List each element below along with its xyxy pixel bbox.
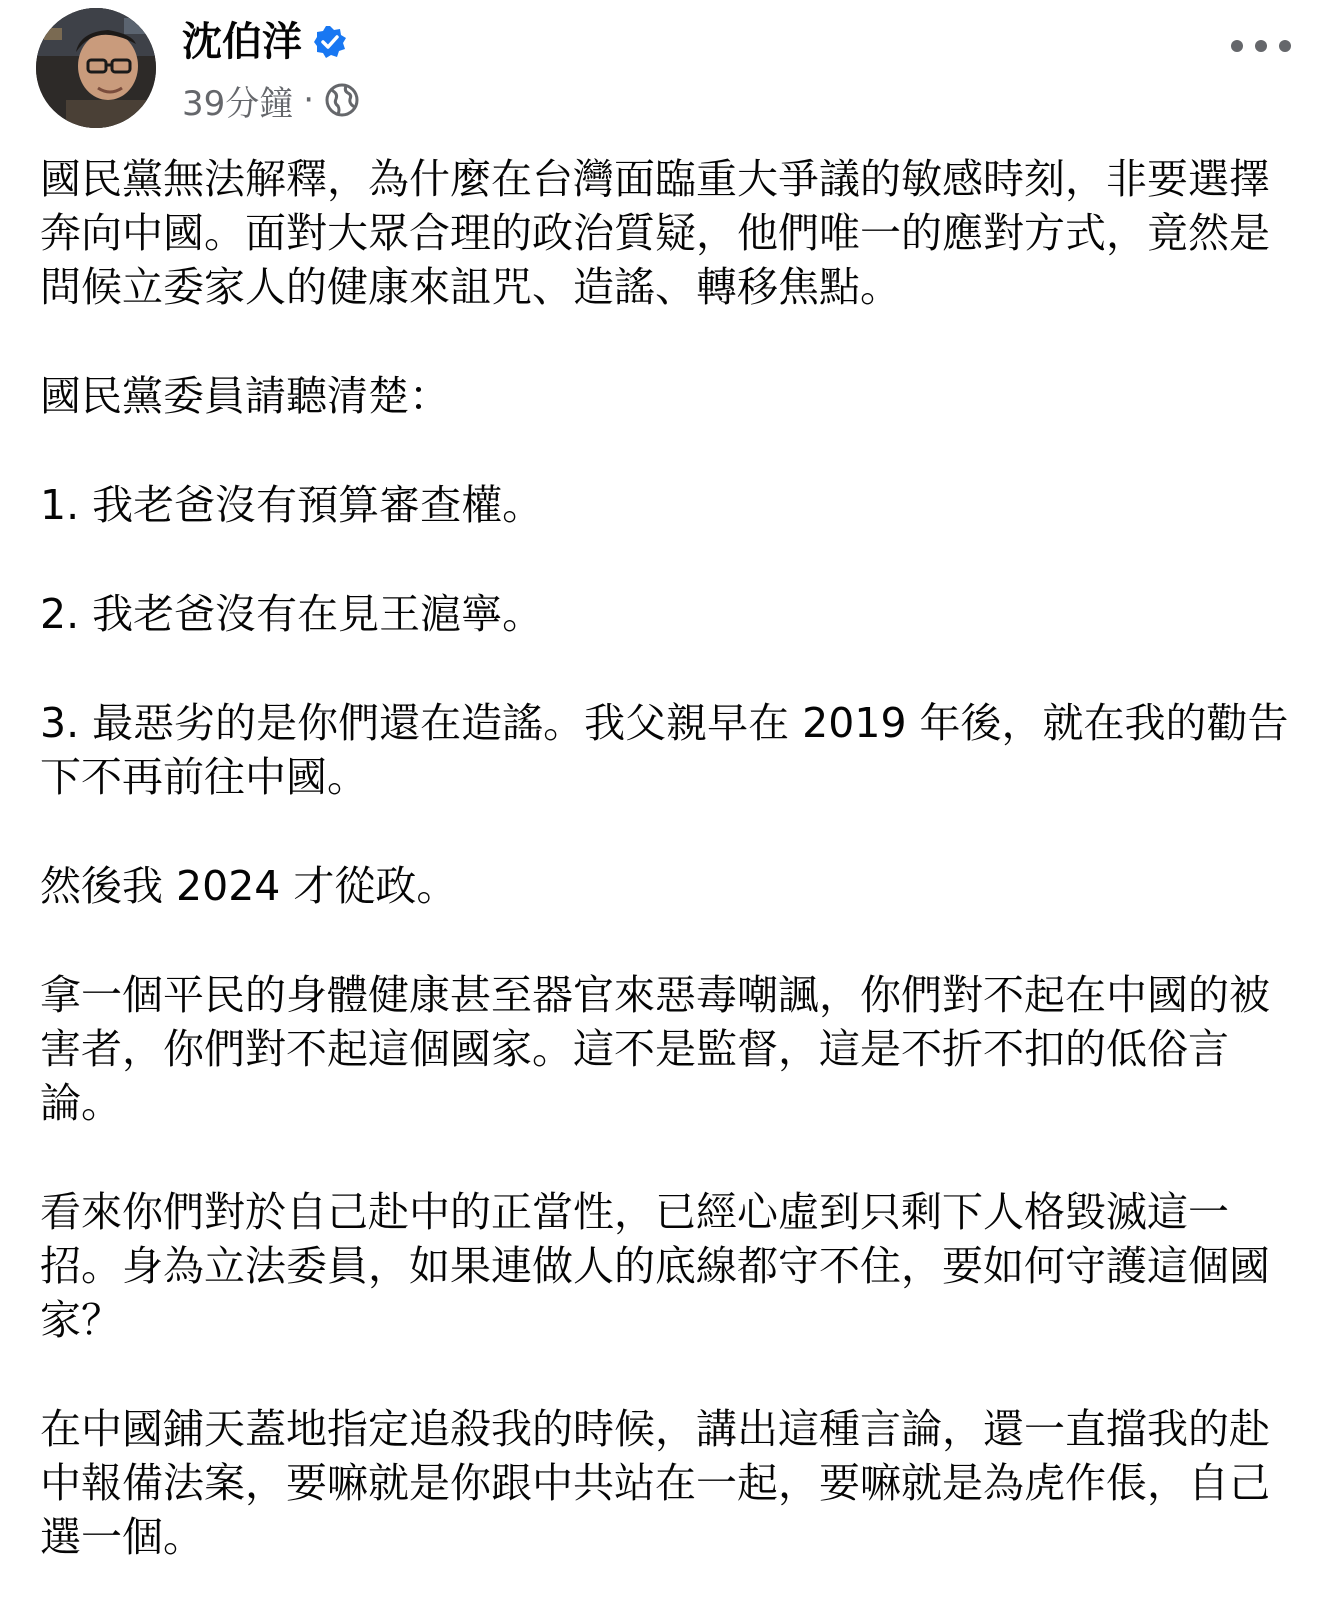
author-row <box>182 18 348 66</box>
post-paragraph: 然後我 2024 才從政。 <box>40 862 458 910</box>
more-options-button[interactable] <box>1226 24 1296 68</box>
post-header <box>36 8 1296 132</box>
post-paragraph: 3. 最惡劣的是你們還在造謠。我父親早在 2019 年後，就在我的勸告下不再前往中國。 <box>40 699 1289 801</box>
post-meta <box>182 78 360 122</box>
avatar[interactable] <box>36 8 156 128</box>
post-paragraph: 國民黨無法解釋，為什麼在台灣面臨重大爭議的敏感時刻，非要選擇奔向中國。面對大眾合理的政治質疑，他們唯一的應對方式，竟然是問候立委家人的健康來詛咒、造謠、轉移焦點。 <box>40 155 1270 311</box>
post-timestamp[interactable]: 39分鐘 <box>182 83 294 124</box>
author-name[interactable]: 沈伯洋 <box>182 19 302 65</box>
verified-badge-icon <box>312 24 348 60</box>
meta-separator: · <box>303 80 315 120</box>
post-paragraph: 1. 我老爸沒有預算審查權。 <box>40 481 544 529</box>
post-paragraph: 拿一個平民的身體健康甚至器官來惡毒嘲諷，你們對不起在中國的被害者，你們對不起這個國家。這不是監督，這是不折不扣的低俗言論。 <box>40 971 1270 1127</box>
globe-icon[interactable] <box>324 82 360 118</box>
more-horizontal-icon <box>1226 24 1296 68</box>
post-paragraph: 在中國鋪天蓋地指定追殺我的時候，講出這種言論，還一直擋我的赴中報備法案，要嘛就是你跟中共站在一起，要嘛就是為虎作倀，自己選一個。 <box>40 1405 1270 1561</box>
post-paragraph: 看來你們對於自己赴中的正當性，已經心虛到只剩下人格毀滅這一招。身為立法委員，如果連做人的底線都守不住，要如何守護這個國家？ <box>40 1188 1270 1344</box>
post-paragraph: 2. 我老爸沒有在見王滬寧。 <box>40 590 544 638</box>
post-body <box>40 152 1290 1619</box>
post-paragraph: 國民黨委員請聽清楚： <box>40 372 450 420</box>
